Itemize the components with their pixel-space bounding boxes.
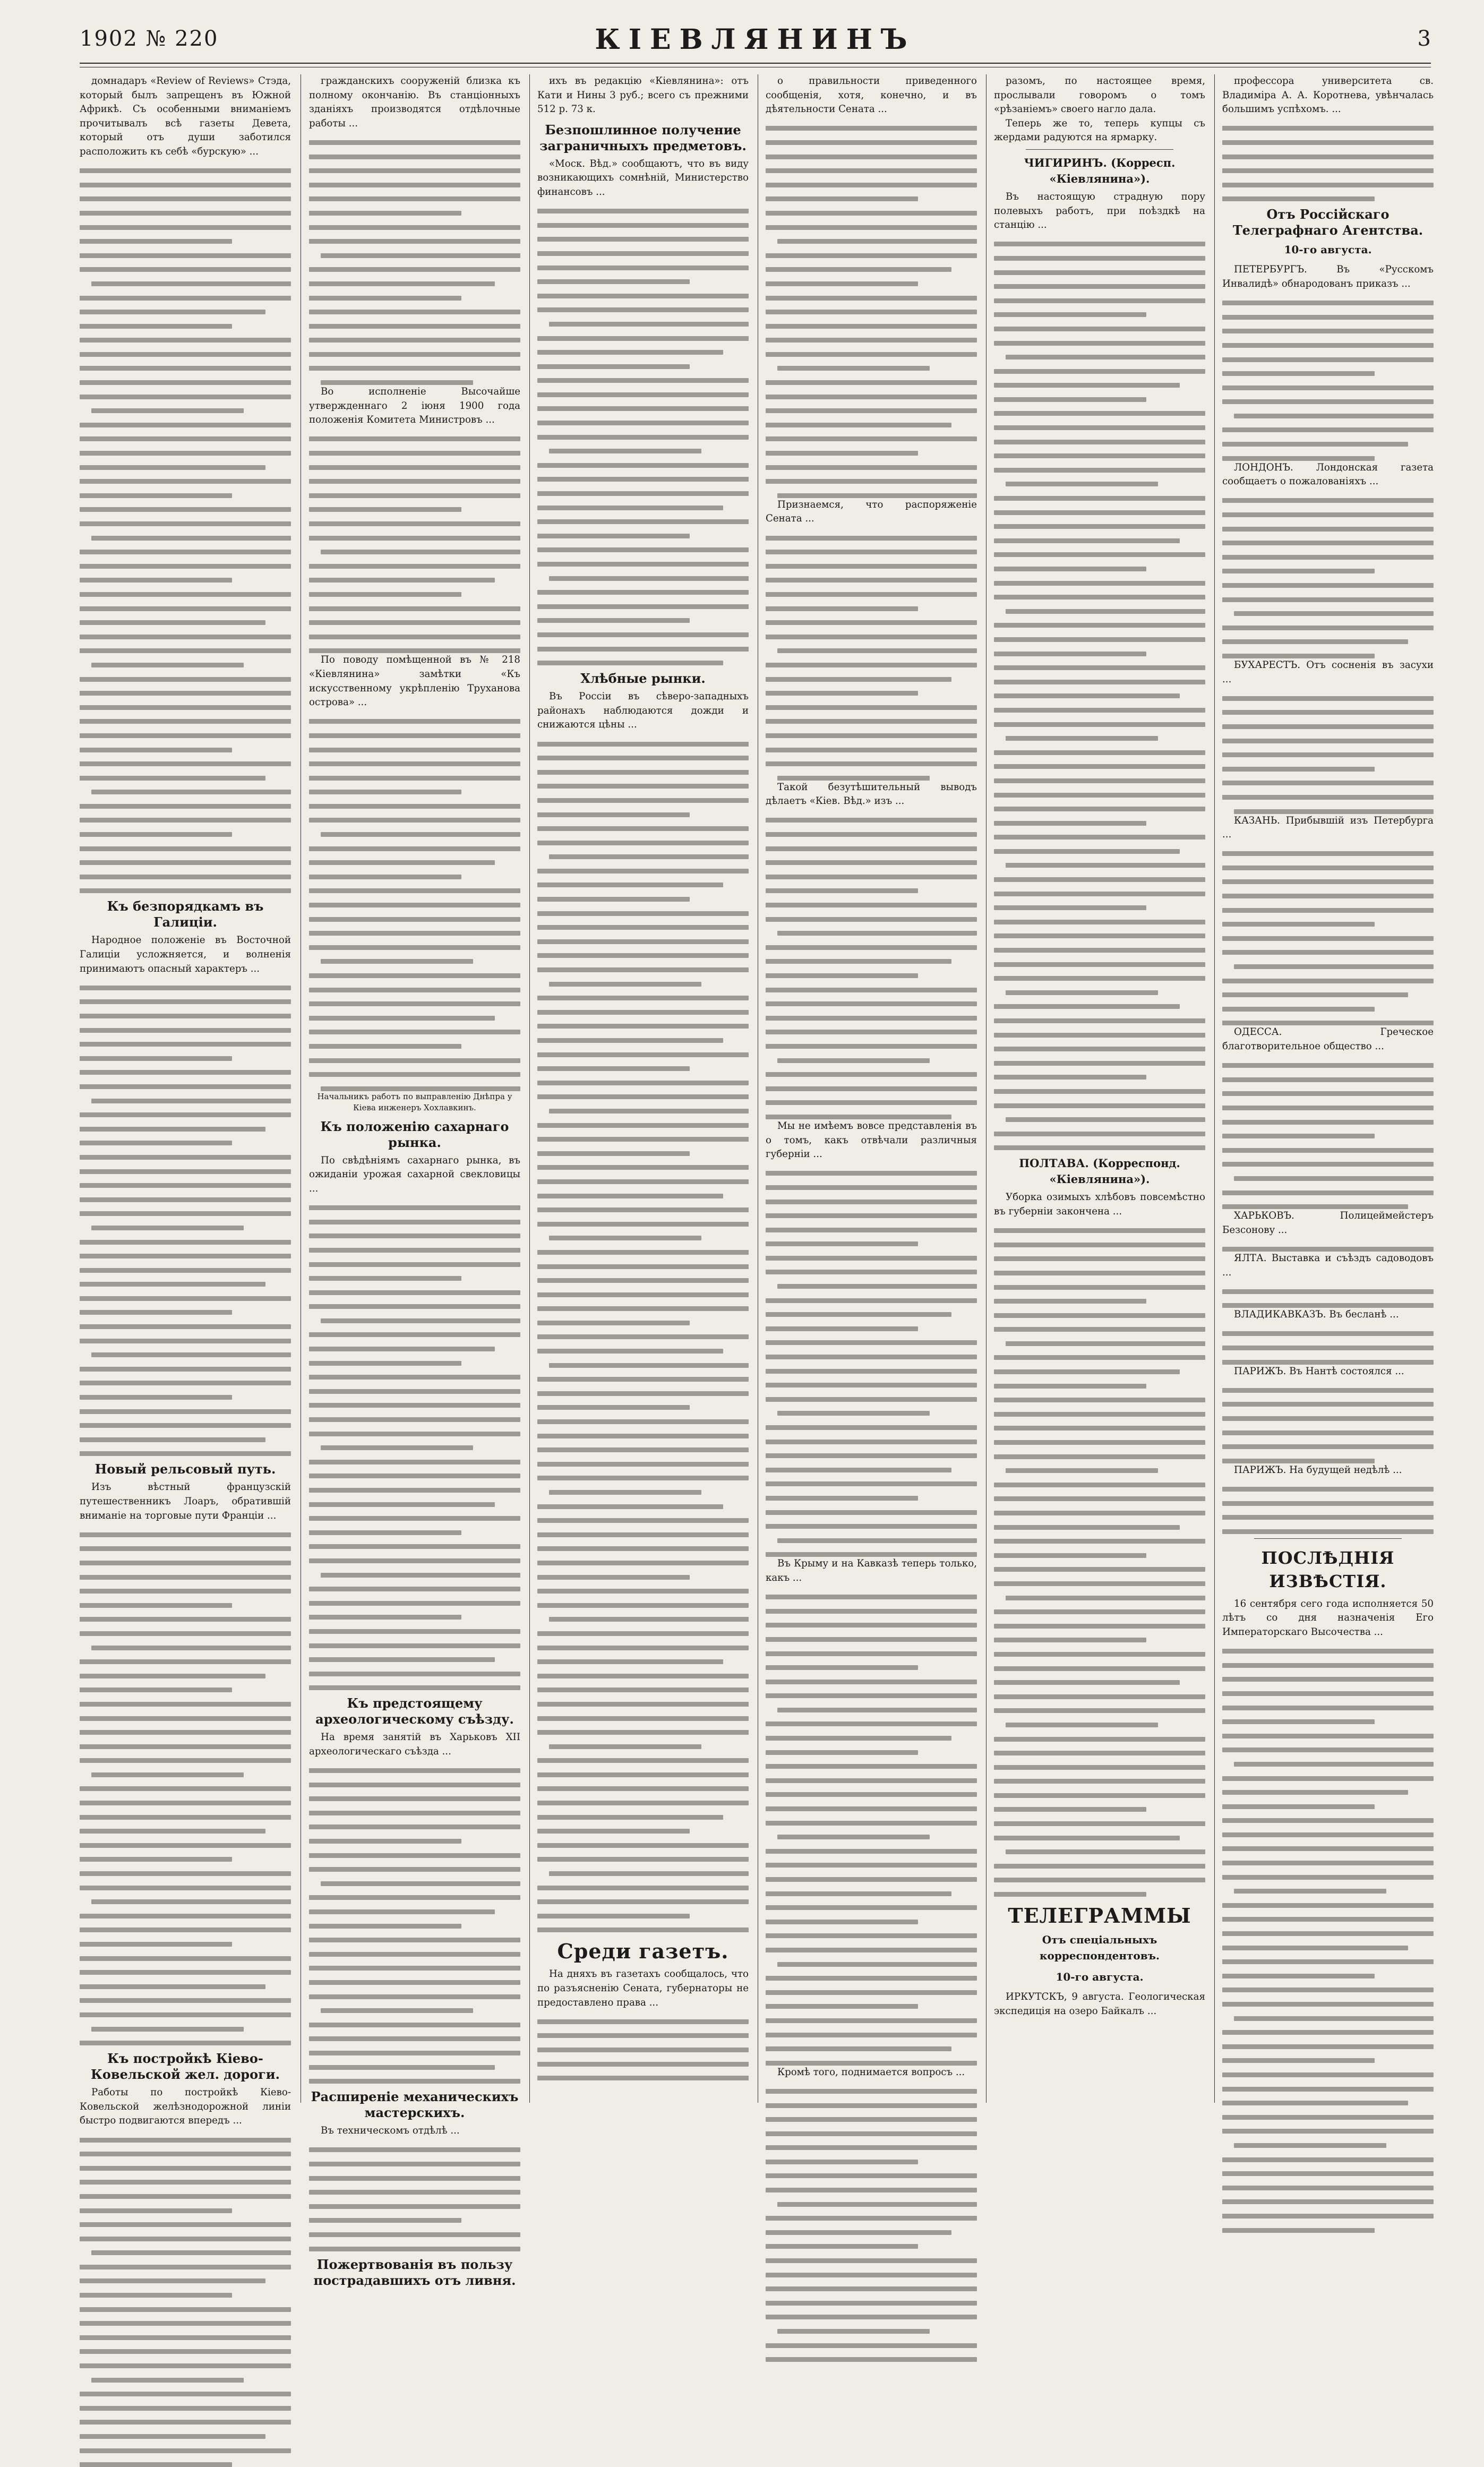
- article-paragraph: По свѣдѣніямъ сахарнаго рынка, въ ожиданіи урожая сахарной свекловицы ...: [309, 1154, 520, 1194]
- article-paragraph: ЛОНДОНЪ. Лондонская газета сообщаетъ о пожалованіяхъ ...: [1222, 461, 1434, 487]
- column-4: [766, 74, 977, 2103]
- article-paragraph: Признаемся, что распоряженіе Сената ...: [766, 499, 977, 525]
- column-rule: [529, 74, 530, 2103]
- article-heading: Новый рельсовый путь.: [95, 1461, 276, 1477]
- article-paragraph: Уборка озимыхъ хлѣбовъ повсемѣстно въ губерніи закончена ...: [994, 1192, 1205, 1217]
- section-date: 10-го августа.: [1284, 243, 1372, 256]
- header-rule: [80, 63, 1431, 67]
- article-heading: ЧИГИРИНЪ. (Корресп. «Кіевлянина»).: [1024, 156, 1176, 185]
- article-paragraph: БУХАРЕСТЪ. Отъ сосненія въ засухи ...: [1222, 659, 1434, 685]
- column-3: [537, 74, 749, 2103]
- article-paragraph: Изъ вѣстный французскій путешественникъ Лоаръ, обратившій вниманіе на торговые пути Франціи ...: [80, 1481, 291, 1521]
- column-rule: [1214, 74, 1215, 2103]
- column-6: [1222, 74, 1434, 2103]
- article-paragraph: о правильности приведенного сообщенія, хотя, конечно, и въ дѣятельности Сената ...: [766, 75, 977, 115]
- article-paragraph: Въ техническомъ отдѣлѣ ...: [321, 2125, 460, 2137]
- article-heading: Пожертвованія въ пользу пострадавшихъ отъ ливня.: [313, 2256, 516, 2288]
- article-paragraph: ЯЛТА. Выставка и съѣздъ садоводовъ ...: [1222, 1252, 1434, 1278]
- article-paragraph: ПАРИЖЪ. Въ Нантѣ состоялся ...: [1234, 1365, 1404, 1377]
- article-paragraph: На время занятій въ Харьковъ XII археологическаго съѣзда ...: [309, 1732, 520, 1757]
- article-paragraph: ихъ въ редакцію «Кіевлянина»: отъ Кати и Нины 3 руб.; всего съ прежними 512 р. 73 к.: [537, 75, 749, 115]
- article-paragraph: Кромѣ того, поднимается вопросъ ...: [777, 2066, 965, 2078]
- article-paragraph: ВЛАДИКАВКАЗЪ. Въ бесланѣ ...: [1234, 1309, 1399, 1321]
- article-paragraph: ОДЕССА. Греческое благотворительное общество ...: [1222, 1026, 1434, 1052]
- issue-number: 1902 № 220: [80, 27, 219, 51]
- article-heading: Безпошлинное получение заграничныхъ предметовъ.: [539, 122, 747, 153]
- article-paragraph: По поводу помѣщенной въ № 218 «Кіевлянина» замѣтки «Къ искусственному укрѣпленію Труханова острова» ...: [309, 654, 520, 708]
- separator: [1026, 149, 1173, 150]
- section-date: 10-го августа.: [1056, 1971, 1144, 1984]
- article-heading: Къ постройкѣ Кіево-Ковельской жел. дороги.: [91, 2051, 280, 2083]
- article-paragraph: Народное положеніе въ Восточной Галиціи усложняется, и волненія принимаютъ опасный характеръ ...: [80, 935, 291, 974]
- section-subheading: Отъ спеціальныхъ корреспондентовъ.: [1040, 1933, 1160, 1963]
- article-heading: Къ положенію сахарнаго рынка.: [320, 1118, 509, 1150]
- section-heading: Среди газетъ.: [557, 1939, 729, 1964]
- signature: Начальникъ работъ по выправленію Днѣпра у Кіева инженеръ Хохлавкинъ.: [317, 1091, 512, 1112]
- article-paragraph: ПАРИЖЪ. На будущей недѣлѣ ...: [1234, 1464, 1402, 1476]
- article-paragraph: ПЕТЕРБУРГЪ. Въ «Русскомъ Инвалидѣ» обнародованъ приказъ ...: [1222, 264, 1434, 289]
- article-paragraph: КАЗАНЬ. Прибывшій изъ Петербурга ...: [1222, 815, 1434, 841]
- section-heading: ПОСЛѢДНІЯ ИЗВѢСТІЯ.: [1261, 1547, 1395, 1591]
- column-1: [80, 74, 291, 2127]
- article-paragraph: разомъ, по настоящее время, прослывали говоромъ о томъ «рѣзаніемъ» своего нагло дала.: [994, 75, 1205, 115]
- article-paragraph: ИРКУТСКЪ, 9 августа. Геологическая экспедиція на озеро Байкалъ ...: [994, 1991, 1205, 2017]
- page-header: [80, 16, 1431, 61]
- column-2: [309, 74, 520, 2288]
- section-heading: ТЕЛЕГРАММЫ: [1008, 1904, 1191, 1928]
- article-paragraph: Мы не имѣемъ вовсе представленія въ о томъ, какъ отвѣчали различныя губерніи ...: [766, 1120, 977, 1160]
- article-heading: Къ предстоящему археологическому съѣзду.: [315, 1695, 514, 1727]
- article-heading: Хлѣбные рынки.: [580, 671, 706, 687]
- article-heading: Расширеніе механическихъ мастерскихъ.: [311, 2089, 519, 2121]
- article-paragraph: Такой безутѣшительный выводъ дѣлаетъ «Кіев. Вѣд.» изъ ...: [766, 781, 977, 807]
- article-heading: ПОЛТАВА. (Корреспонд. «Кіевлянина»).: [1019, 1157, 1180, 1186]
- article-heading: Отъ Россійскаго Телеграфнаго Агентства.: [1232, 207, 1423, 238]
- article-paragraph: 16 сентября сего года исполняется 50 лѣтъ со дня назначенія Его Императорскаго Высочества ...: [1222, 1598, 1434, 1638]
- column-5: [994, 74, 1205, 2103]
- article-paragraph: Теперь же то, теперь купцы съ жердами радуются на ярмарку.: [994, 117, 1205, 143]
- column-rule: [986, 74, 987, 2103]
- separator: [1254, 1538, 1402, 1539]
- article-paragraph: Работы по постройкѣ Кіево-Ковельской желѣзнодорожной линіи быстро подвигаются впередъ ...: [80, 2087, 291, 2127]
- page-number: 3: [1417, 27, 1431, 51]
- article-paragraph: На дняхъ въ газетахъ сообщалось, что по разъясненію Сената, губернаторы не предоставлено права ...: [537, 1968, 749, 2008]
- article-paragraph: Во исполненіе Высочайше утвержденнаго 2 іюня 1900 года положенія Комитета Министровъ ...: [309, 386, 520, 426]
- article-paragraph: домнадаръ «Review of Reviews» Стэда, который былъ запрещенъ въ Южной Африкѣ. Съ особенными вниманіемъ прочитывалъ всѣ газеты Девета, который отъ души заботился расположить къ себѣ «бурскую» ...: [80, 75, 291, 157]
- newspaper-title: КІЕВЛЯНИНЪ: [595, 23, 916, 56]
- article-paragraph: Въ настоящую страдную пору полевыхъ работъ, при поѣздкѣ на станцію ...: [994, 191, 1205, 231]
- article-paragraph: Въ Крыму и на Кавказѣ теперь только, какъ ...: [766, 1558, 977, 1583]
- article-paragraph: ХАРЬКОВЪ. Полицеймейстеръ Безсонову ...: [1222, 1210, 1434, 1236]
- article-paragraph: гражданскихъ сооруженій близка къ полному окончанію. Въ станціонныхъ зданіяхъ производятся отдѣлочные работы ...: [309, 75, 520, 129]
- article-heading: Къ безпорядкамъ въ Галиціи.: [107, 898, 264, 930]
- article-paragraph: профессора университета св. Владиміра А. А. Коротнева, увѣнчалась большимъ успѣхомъ. ...: [1222, 75, 1434, 115]
- article-paragraph: Въ Россіи въ сѣверо-западныхъ районахъ наблюдаются дожди и снижаются цѣны ...: [537, 691, 749, 731]
- article-paragraph: «Моск. Вѣд.» сообщаютъ, что въ виду возникающихъ сомнѣній, Министерство финансовъ ...: [537, 158, 749, 198]
